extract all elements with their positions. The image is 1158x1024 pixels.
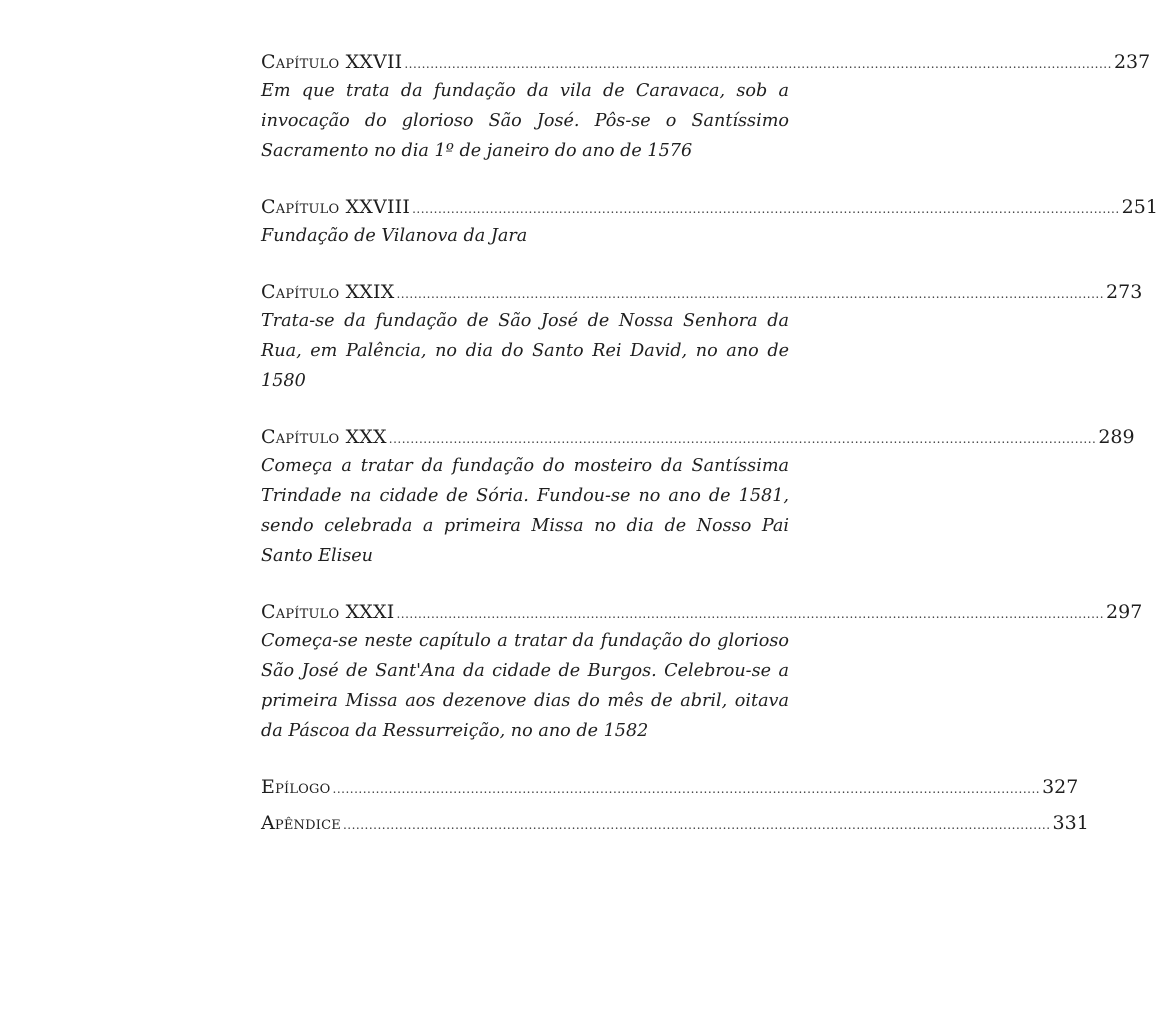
- toc-entry-chapter-29: [261, 278, 1143, 396]
- chapter-description: Em que trata da fundação da vila de Caravaca, sob a invocação do glorioso São José. Pôs-se o Santíssimo Sacramento no dia 1º de janeiro do ano de 1576: [261, 81, 789, 161]
- page-number: 331: [1052, 812, 1089, 834]
- toc-entry-heading: [261, 193, 1158, 221]
- toc-entry-chapter-30: [261, 423, 1135, 571]
- chapter-label: Capítulo XXIX: [261, 281, 395, 303]
- chapter-description: Trata-se da fundação de São José de Nossa Senhora da Rua, em Palência, no dia do Santo Rei David, no ano de 1580: [261, 311, 789, 391]
- page-number: 237: [1113, 51, 1151, 73]
- dot-leader: ....................................................................................................................................................................: [396, 287, 1105, 301]
- page-number: 273: [1106, 281, 1143, 303]
- dot-leader: ....................................................................................................................................................................: [332, 782, 1041, 796]
- toc-entry-heading: [261, 773, 1079, 801]
- chapter-description: Fundação de Vilanova da Jara: [261, 226, 528, 246]
- toc-entry-heading: [261, 809, 1089, 837]
- dot-leader: ....................................................................................................................................................................: [388, 432, 1097, 446]
- toc-entry-heading: [261, 48, 1151, 76]
- chapter-label: Capítulo XXVII: [261, 51, 403, 73]
- page-number: 297: [1106, 601, 1143, 623]
- chapter-description: Começa a tratar da fundação do mosteiro da Santíssima Trindade na cidade de Sória. Fundou-se no ano de 1581, sendo celebrada a primeira Missa no dia de Nosso Pai Santo Eliseu: [261, 456, 789, 566]
- toc-entry-heading: [261, 598, 1143, 626]
- dot-leader: ....................................................................................................................................................................: [412, 202, 1120, 216]
- dot-leader: ....................................................................................................................................................................: [404, 57, 1112, 71]
- page-number: 327: [1042, 776, 1079, 798]
- toc-entry-epilogue: [261, 773, 1079, 801]
- dot-leader: ....................................................................................................................................................................: [342, 818, 1051, 832]
- page-number: 289: [1098, 426, 1135, 448]
- toc-entry-appendix: [261, 809, 1089, 837]
- chapter-label: Capítulo XXX: [261, 426, 387, 448]
- chapter-label: Capítulo XXVIII: [261, 196, 411, 218]
- dot-leader: ....................................................................................................................................................................: [396, 607, 1105, 621]
- chapter-label: Capítulo XXXI: [261, 601, 395, 623]
- toc-entry-chapter-27: [261, 48, 1151, 166]
- toc-entry-chapter-28: [261, 193, 1158, 251]
- toc-entry-chapter-31: [261, 598, 1143, 746]
- section-label: Apêndice: [261, 812, 341, 834]
- section-label: Epílogo: [261, 776, 331, 798]
- toc-entry-heading: [261, 423, 1135, 451]
- page-number: 251: [1121, 196, 1158, 218]
- chapter-description: Começa-se neste capítulo a tratar da fundação do glorioso São José de Sant'Ana da cidade de Burgos. Celebrou-se a primeira Missa aos dezenove dias do mês de abril, oitava da Páscoa da Ressurreição, no ano de 1582: [261, 631, 789, 741]
- toc-entry-heading: [261, 278, 1143, 306]
- table-of-contents: [261, 48, 1158, 837]
